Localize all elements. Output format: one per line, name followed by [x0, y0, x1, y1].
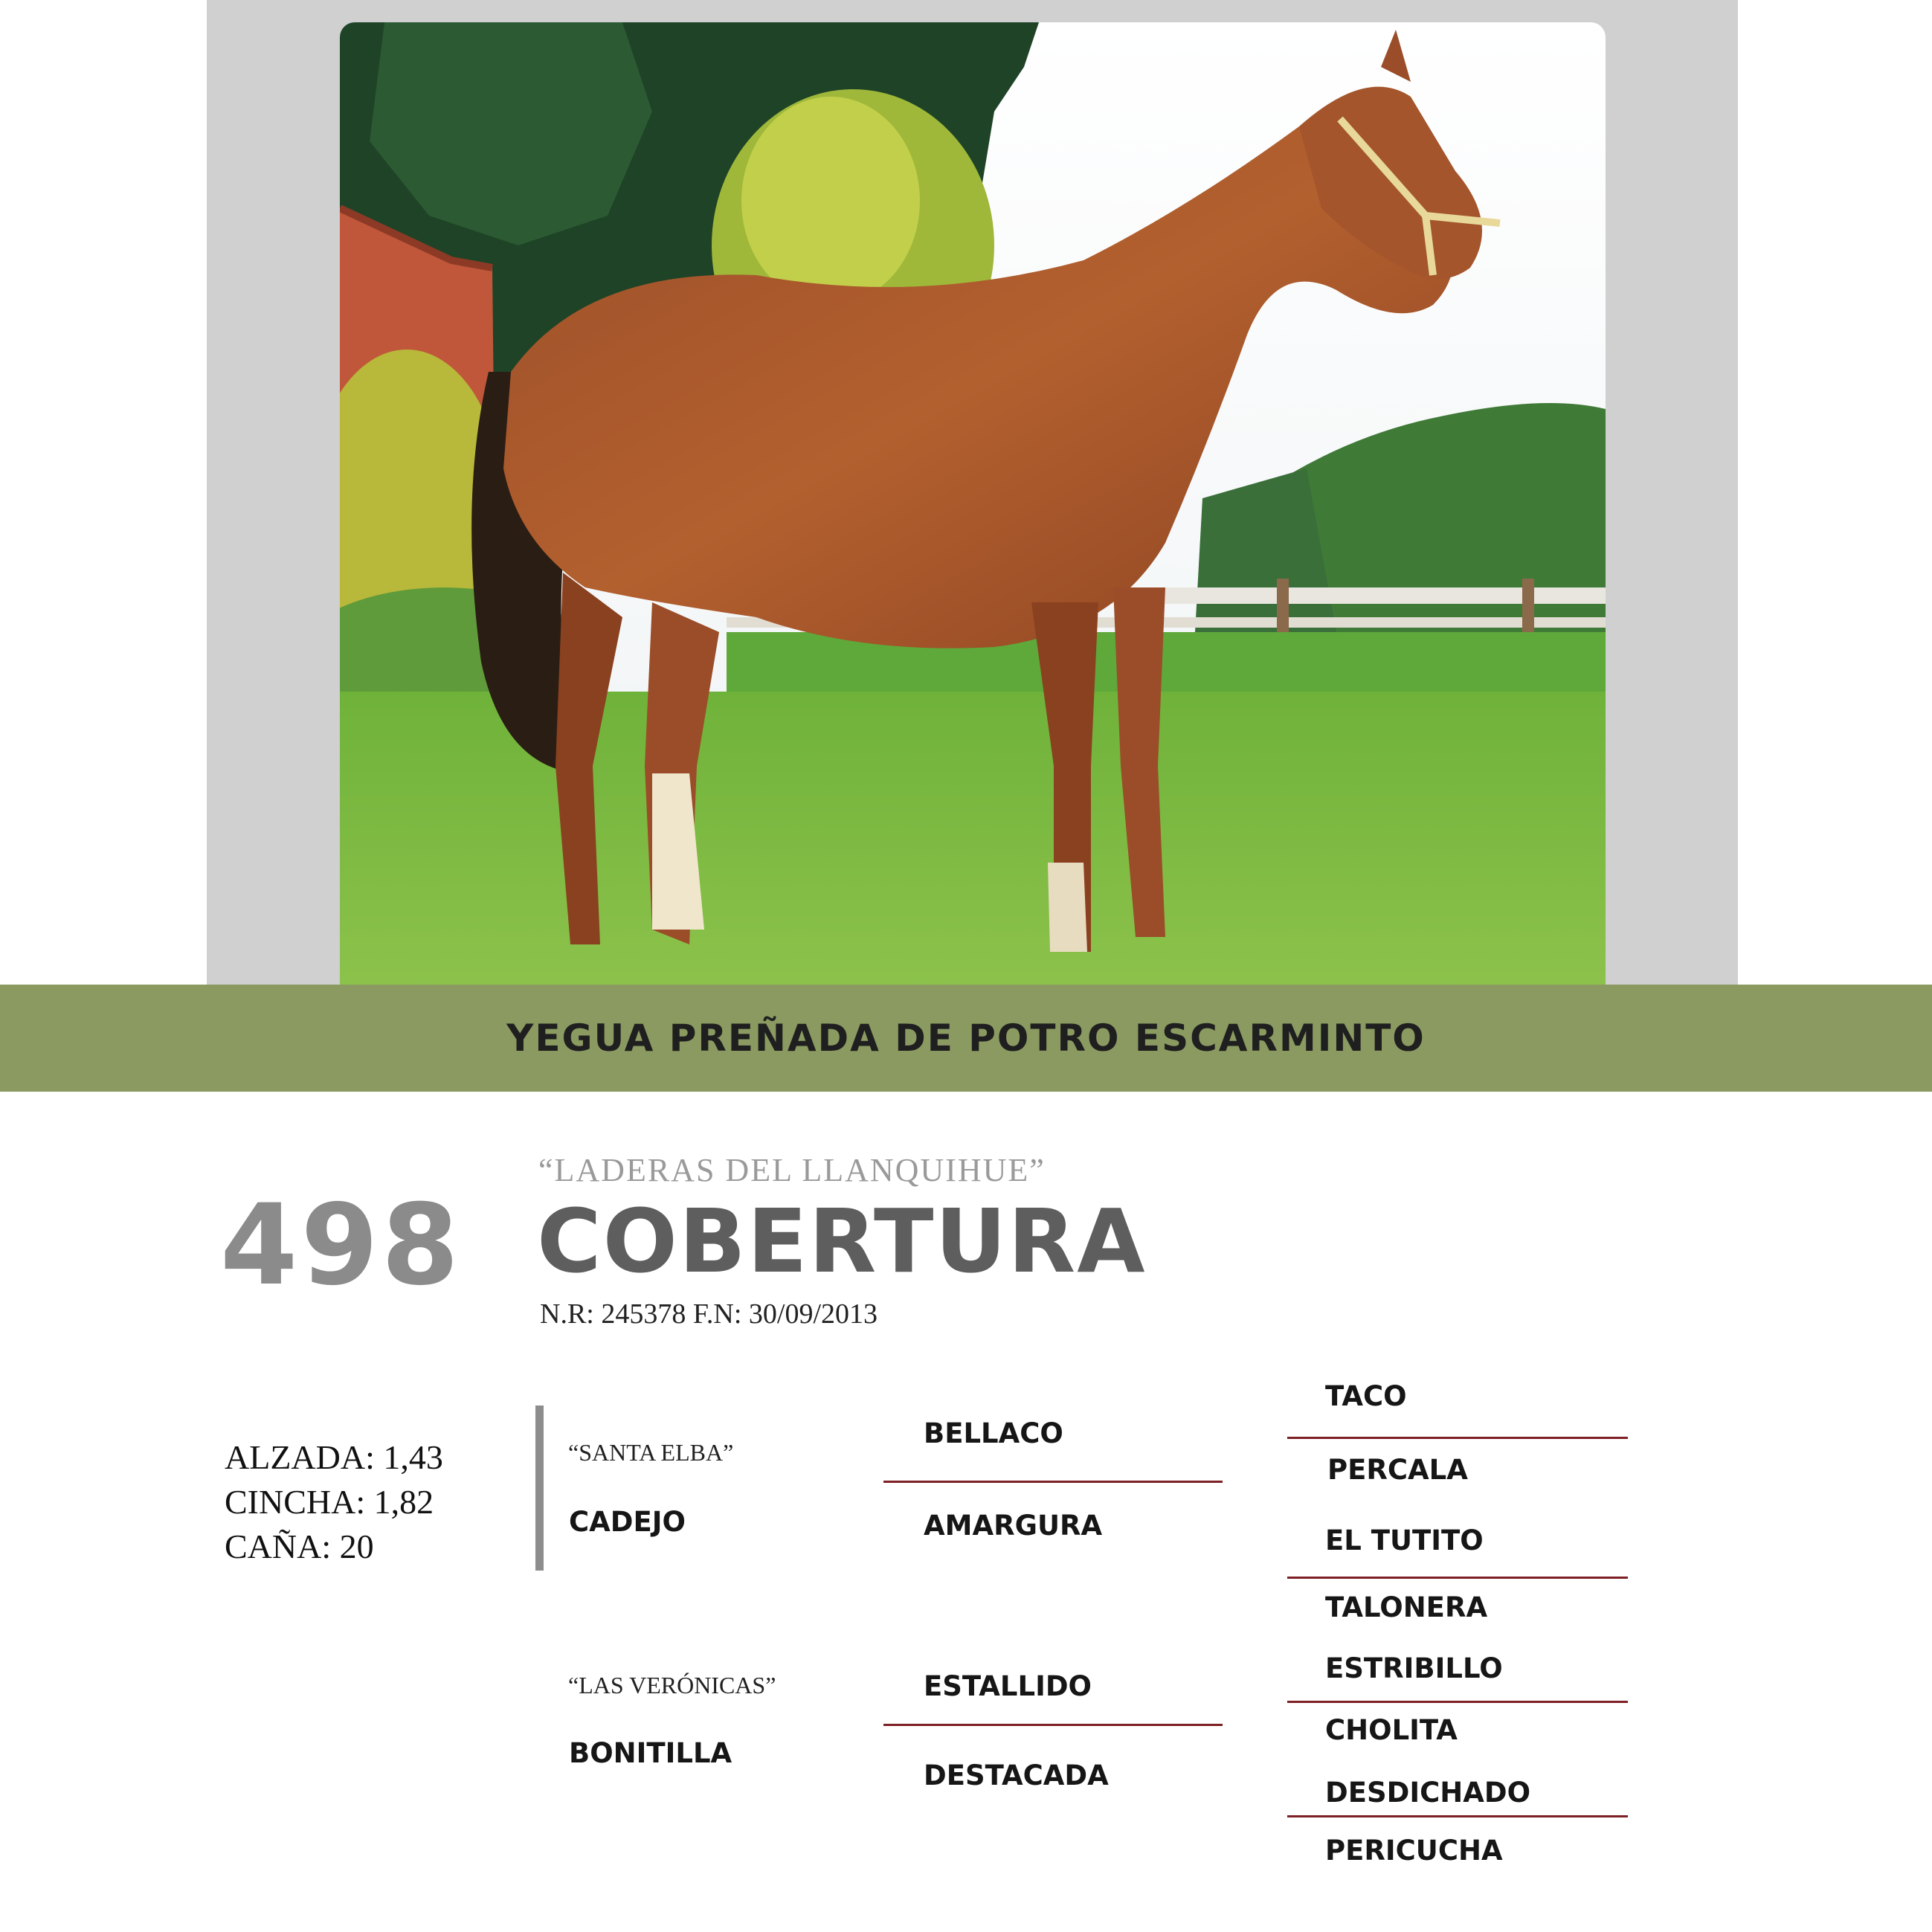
- measurement-cincha: CINCHA: 1,82: [225, 1483, 434, 1521]
- ggp-3: EL TUTITO: [1325, 1524, 1484, 1556]
- sire-side-rule: [883, 1481, 1223, 1483]
- ggp-4: TALONERA: [1325, 1591, 1488, 1623]
- ggp-rule-2: [1287, 1577, 1628, 1579]
- sire-name: CADEJO: [569, 1506, 686, 1538]
- ggp-5: ESTRIBILLO: [1325, 1652, 1503, 1684]
- ggp-2: PERCALA: [1327, 1454, 1468, 1486]
- horse-photo-illustration: [340, 22, 1606, 985]
- dam-sire-name: ESTALLIDO: [924, 1670, 1092, 1702]
- ggp-1: TACO: [1325, 1380, 1407, 1412]
- horse-photo: [340, 22, 1606, 985]
- sire-sire-name: BELLACO: [924, 1417, 1063, 1449]
- ggp-rule-1: [1287, 1437, 1628, 1439]
- measurements: [225, 1435, 443, 1569]
- pedigree-divider: [535, 1405, 544, 1571]
- ggp-8: PERICUCHA: [1325, 1835, 1503, 1867]
- ggp-6: CHOLITA: [1325, 1714, 1458, 1746]
- measurement-alzada: ALZADA: 1,43: [225, 1438, 443, 1476]
- ggp-7: DESDICHADO: [1325, 1777, 1531, 1809]
- measurement-cana: CAÑA: 20: [225, 1527, 374, 1565]
- dam-prefix: “LAS VERÓNICAS”: [568, 1672, 776, 1698]
- sire-prefix: “SANTA ELBA”: [568, 1439, 734, 1466]
- registration-info: N.R: 245378 F.N: 30/09/2013: [540, 1298, 878, 1330]
- title-banner: [0, 985, 1932, 1092]
- horse-name: COBERTURA: [537, 1190, 1147, 1292]
- ggp-rule-3: [1287, 1701, 1628, 1703]
- photo-frame: [207, 0, 1738, 985]
- dam-name: BONITILLA: [569, 1737, 732, 1769]
- dam-dam-name: DESTACADA: [924, 1759, 1109, 1791]
- ggp-rule-4: [1287, 1815, 1628, 1817]
- breeder-name: “LADERAS DEL LLANQUIHUE”: [538, 1152, 1046, 1188]
- banner-title: YEGUA PREÑADA DE POTRO ESCARMINTO: [506, 1017, 1426, 1060]
- sire-dam-name: AMARGURA: [924, 1510, 1103, 1542]
- dam-side-rule: [883, 1724, 1223, 1726]
- lot-number: 498: [220, 1181, 463, 1310]
